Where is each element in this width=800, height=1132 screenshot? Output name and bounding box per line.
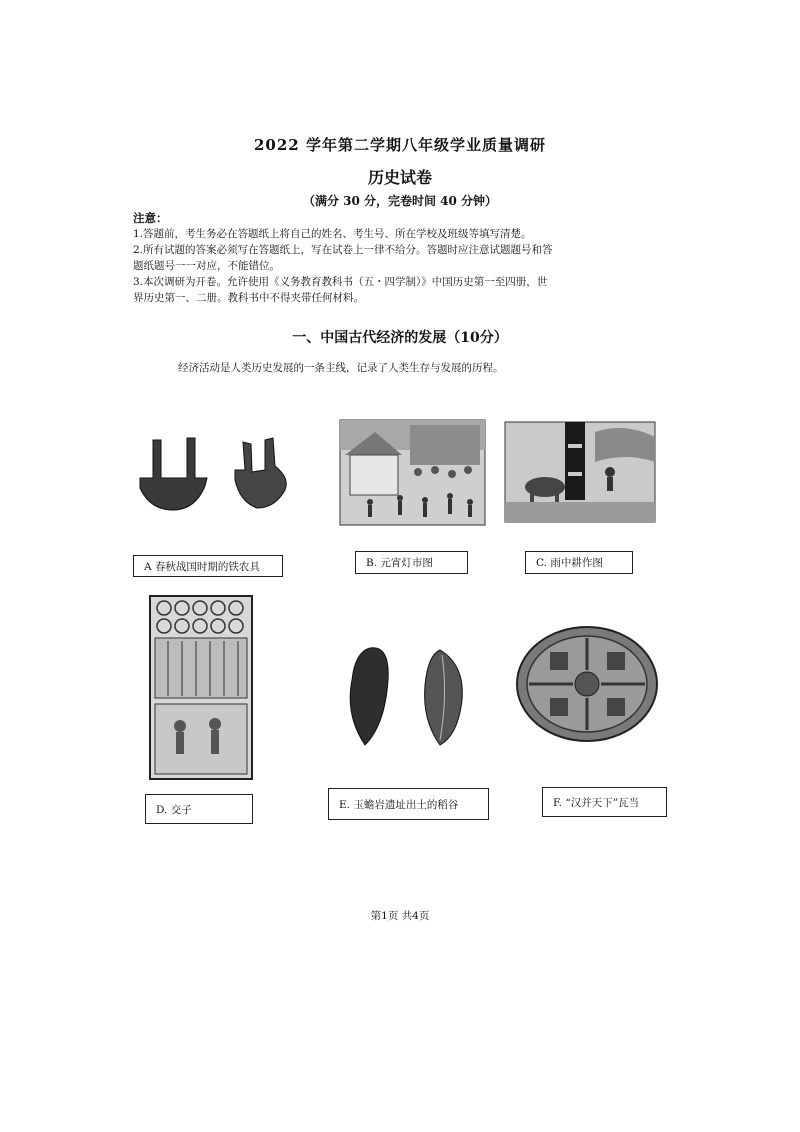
section-intro: 经济活动是人类历史发展的一条主线，记录了人类生存与发展的历程。 — [178, 362, 504, 374]
caption-e: E. 玉蟾岩遗址出土的稻谷 — [328, 788, 489, 820]
note-line: 题纸题号一一对应，不能错位。 — [133, 260, 280, 272]
rice-grains-image — [340, 640, 480, 750]
lantern-market-image — [340, 420, 485, 525]
page-number: 第1页 共4页 — [370, 910, 430, 922]
notes-heading: 注意： — [133, 211, 168, 225]
exam-title: 2022 学年第二学期八年级学业质量调研 — [254, 136, 546, 154]
rain-plowing-image — [505, 422, 655, 522]
subject-title: 历史试卷 — [367, 168, 432, 187]
roof-tile-end-image — [515, 624, 660, 744]
note-line: 界历史第一、二册。教科书中不得夹带任何材料。 — [133, 292, 364, 304]
section-title: 一、中国古代经济的发展（10分） — [292, 330, 508, 346]
caption-b: B. 元宵灯市图 — [355, 551, 468, 574]
caption-a: A 春秋战国时期的铁农具 — [133, 555, 283, 577]
caption-c: C. 雨中耕作图 — [525, 551, 633, 574]
note-line: 1.答题前，考生务必在答题纸上将自己的姓名、考生号、所在学校及班级等填写清楚。 — [133, 228, 532, 240]
jiaozi-banknote-image — [150, 596, 252, 779]
score-info: （满分 30 分，完卷时间 40 分钟） — [302, 194, 498, 208]
caption-d: D. 交子 — [145, 794, 253, 824]
notes-block — [133, 210, 673, 306]
note-line: 3.本次调研为开卷。允许使用《义务教育教科书（五・四学制）》中国历史第一至四册，世 — [133, 276, 548, 288]
note-line: 2.所有试题的答案必须写在答题纸上，写在试卷上一律不给分。答题时应注意试题题号和答 — [133, 244, 553, 256]
caption-f: F. “汉并天下”瓦当 — [542, 787, 667, 817]
iron-farm-tools-image — [135, 430, 295, 515]
